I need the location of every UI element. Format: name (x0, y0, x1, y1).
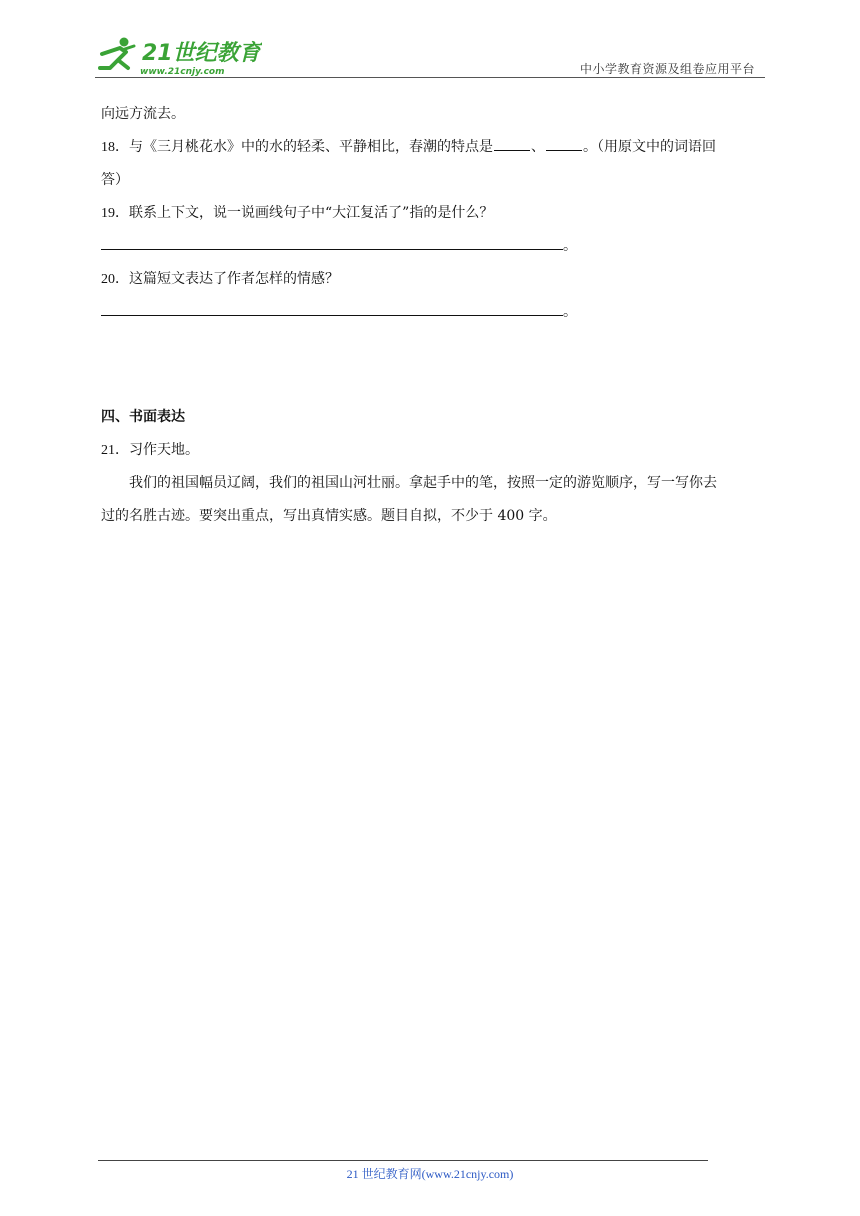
section-title: 四、书面表达 (101, 409, 185, 425)
page-header (0, 0, 860, 80)
answer-line-19 (101, 230, 767, 263)
question-text: 习作天地。 (129, 442, 199, 458)
question-18-continued: 答） (101, 172, 129, 188)
answer-line[interactable] (101, 233, 563, 250)
blank-separator: 、 (531, 139, 545, 155)
exam-content (101, 98, 767, 533)
question-text-cont: 。（用原文中的词语回 (583, 139, 716, 155)
question-20 (101, 263, 767, 296)
site-slogan: 中小学教育资源及组卷应用平台 (579, 62, 755, 76)
question-19 (101, 197, 767, 230)
line-end: 。 (563, 304, 577, 320)
question-number: 19． (101, 206, 129, 221)
site-logo (92, 34, 262, 78)
footer-link[interactable]: 21 世纪教育网(www.21cnjy.com) (346, 1167, 514, 1181)
header-divider (95, 77, 765, 78)
spacer (101, 329, 767, 401)
answer-blank-1[interactable] (494, 136, 530, 151)
prompt-paragraph-line-1: 我们的祖国幅员辽阔，我们的祖国山河壮丽。拿起手中的笔，按照一定的游览顺序，写一写你去 (129, 475, 717, 491)
footer-divider (98, 1160, 708, 1161)
question-number: 20． (101, 272, 129, 287)
logo-wordmark: 21世纪教育 (142, 41, 261, 66)
question-number: 18． (101, 140, 129, 155)
question-text: 联系上下文，说一说画线句子中“大江复活了”指的是什么？ (129, 205, 494, 221)
passage-tail: 向远方流去。 (101, 106, 185, 122)
line-end: 。 (563, 238, 577, 254)
answer-line[interactable] (101, 299, 563, 316)
logo-url: www.21cnjy.com (140, 67, 225, 77)
question-18 (101, 131, 767, 164)
answer-blank-2[interactable] (546, 136, 582, 151)
answer-line-20 (101, 296, 767, 329)
prompt-paragraph-line-2: 过的名胜古迹。要突出重点，写出真情实感。题目自拟，不少于 400 字。 (101, 508, 557, 524)
question-text: 这篇短文表达了作者怎样的情感？ (129, 271, 339, 287)
question-number: 21． (101, 443, 129, 458)
question-text: 与《三月桃花水》中的水的轻柔、平静相比，春潮的特点是 (129, 139, 493, 155)
question-21 (101, 434, 767, 467)
